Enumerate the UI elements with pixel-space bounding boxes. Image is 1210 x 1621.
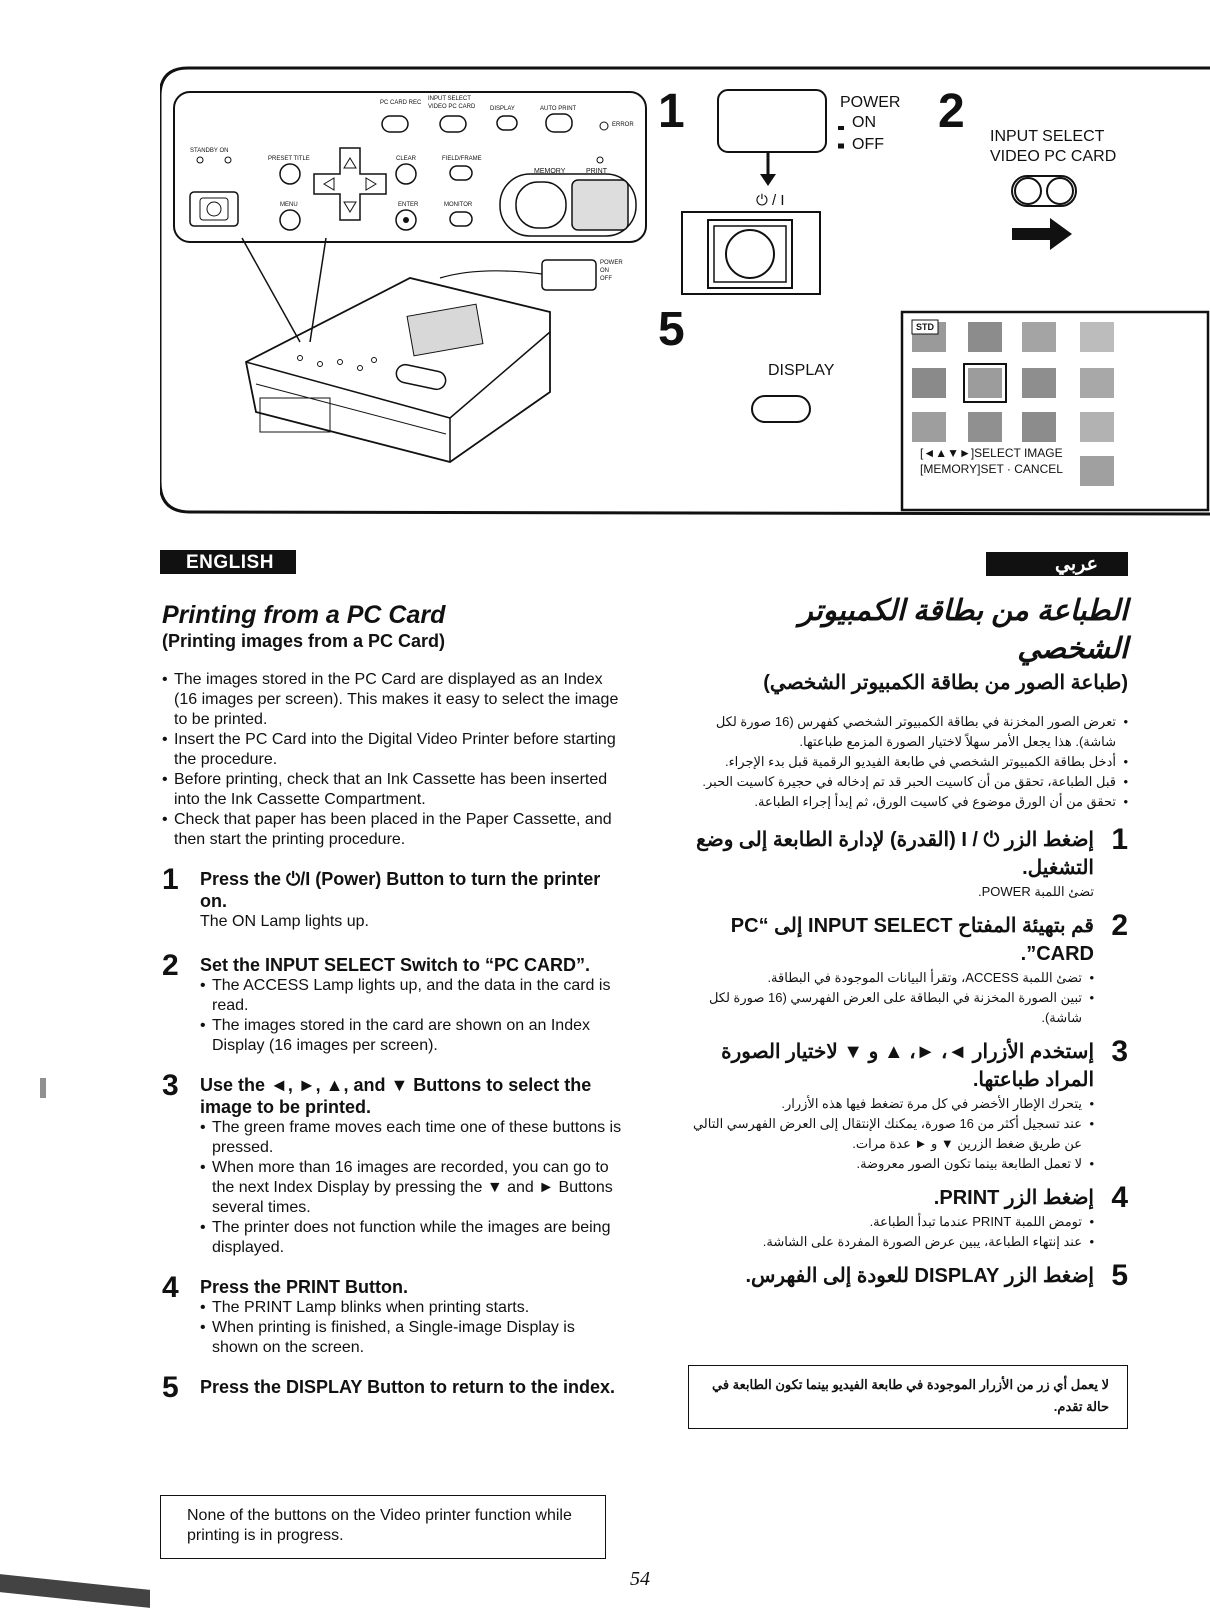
step-number: 2	[162, 949, 179, 982]
step-title: قم بتهيئة المفتاح INPUT SELECT إلى “PC CARD”.	[730, 915, 1094, 965]
on-small-label: ON	[600, 268, 609, 274]
step-title: إضغط الزر DISPLAY للعودة إلى الفهرس.	[745, 1265, 1094, 1287]
step-number: 1	[162, 863, 179, 896]
step-number: 3	[162, 1069, 179, 1102]
arabic-intro-bullet: • تحقق من أن الورق موضوع في كاسيت الورق، ثم إبدأ إجراء الطباعة.	[688, 792, 1128, 812]
step-number: 5	[1111, 1259, 1128, 1292]
english-step-2	[162, 949, 622, 1056]
step-title: Press the PRINT Button.	[200, 1277, 409, 1297]
page-number: 54	[630, 1568, 650, 1590]
step-number: 3	[1111, 1035, 1128, 1068]
step-title: Set the INPUT SELECT Switch to “PC CARD”.	[200, 955, 591, 975]
step-number: 1	[1111, 823, 1128, 856]
step-bullet: • The PRINT Lamp blinks when printing starts.	[200, 1298, 622, 1318]
english-section	[162, 600, 622, 1404]
arabic-intro-bullet: • قبل الطباعة، تحقق من أن كاسيت الحبر قد تم إدخاله في حجيرة كاسيت الحبر.	[688, 772, 1128, 792]
index-select-image-label: [◄▲▼►]SELECT IMAGE	[920, 446, 1063, 460]
arabic-step-2	[688, 909, 1128, 1028]
auto-print-label: AUTO PRINT	[540, 106, 577, 112]
arabic-intro-bullets	[688, 712, 1128, 812]
step-bullet: • تومض اللمبة PRINT عندما تبدأ الطباعة.	[688, 1212, 1094, 1232]
step-title: إستخدم الأزرار ◄، ►، ▲ و ▼ لاختيار الصورة المراد طباعتها.	[721, 1041, 1094, 1091]
step-title: إضغط الزر PRINT.	[933, 1187, 1094, 1209]
arabic-section	[688, 592, 1128, 1290]
arabic-step-1	[688, 823, 1128, 902]
english-step-3	[162, 1069, 622, 1258]
monitor-label: MONITOR	[444, 202, 473, 208]
menu-label: MENU	[280, 202, 298, 208]
english-subtitle: (Printing images from a PC Card)	[162, 631, 446, 651]
step-bullet: • لا تعمل الطابعة بينما تكون الصور معروضة.	[688, 1154, 1094, 1174]
scan-artifact	[40, 1078, 46, 1098]
step-title: Press the DISPLAY Button to return to the index.	[200, 1377, 616, 1397]
step-bullet: • The printer does not function while the images are being displayed.	[200, 1218, 622, 1258]
step-title: Use the ◄, ►, ▲, and ▼ Buttons to select the image to be printed.	[200, 1075, 592, 1117]
preset-title-label: PRESET TITLE	[268, 156, 310, 162]
clear-label: CLEAR	[396, 156, 417, 162]
enter-label: ENTER	[398, 202, 419, 208]
english-step-4	[162, 1271, 622, 1358]
figure-step-5-number: 5	[658, 303, 685, 356]
step-note: The ON Lamp lights up.	[200, 913, 369, 930]
power-on-label: ON	[852, 114, 876, 131]
video-pc-card-small-label: VIDEO PC CARD	[428, 104, 476, 110]
step-bullet: • عند إنتهاء الطباعة، يبين عرض الصورة المفردة على الشاشة.	[688, 1232, 1094, 1252]
arabic-note-box: لا يعمل أي زر من الأزرار الموجودة في طابعة الفيديو بينما تكون الطابعة في حالة تقدم.	[688, 1365, 1128, 1429]
english-intro-bullets	[162, 670, 622, 850]
step-number: 5	[162, 1371, 179, 1404]
print-small-label: PRINT	[586, 168, 607, 175]
step-number: 2	[1111, 909, 1128, 942]
english-step-1	[162, 863, 622, 932]
step-bullet: • When printing is finished, a Single-image Display is shown on the screen.	[200, 1318, 622, 1358]
power-symbol-label: ⏻ / I	[756, 192, 785, 209]
arabic-title: الطباعة من بطاقة الكمبيوتر الشخصي	[798, 595, 1128, 665]
step-bullet: • The green frame moves each time one of these buttons is pressed.	[200, 1118, 622, 1158]
field-frame-label: FIELD/FRAME	[442, 156, 482, 162]
display-small-label: DISPLAY	[490, 106, 515, 112]
english-note-box: None of the buttons on the Video printer function while printing is in progress.	[160, 1495, 606, 1559]
arabic-step-5	[688, 1259, 1128, 1292]
pc-card-rec-label: PC CARD REC	[380, 100, 422, 106]
power-label: POWER	[840, 94, 901, 111]
input-select-small-label: INPUT SELECT	[428, 96, 471, 102]
english-intro-bullet: • Before printing, check that an Ink Cassette has been inserted into the Ink Cassette Compartment.	[162, 770, 622, 810]
figure-step-1-number: 1	[658, 85, 685, 138]
step-number: 4	[1111, 1181, 1128, 1214]
figure-step-2-number: 2	[938, 85, 965, 138]
power-off-label: OFF	[852, 136, 884, 153]
arabic-step-3	[688, 1035, 1128, 1174]
step-title: إضغط الزر ⏻ / I (القدرة) لإدارة الطابعة إلى وضع التشغيل.	[696, 829, 1094, 879]
arabic-intro-bullet: • أدخل بطاقة الكمبيوتر الشخصي في طابعة الفيديو الرقمية قبل بدء الإجراء.	[688, 752, 1128, 772]
input-select-label: INPUT SELECT	[990, 128, 1105, 145]
english-title: Printing from a PC Card	[162, 601, 446, 629]
off-small-label: OFF	[600, 276, 612, 282]
english-step-5	[162, 1371, 622, 1404]
arabic-step-4	[688, 1181, 1128, 1252]
arabic-intro-bullet: • تعرض الصور المخزنة في بطاقة الكمبيوتر الشخصي كفهرس (16 صورة لكل شاشة). هذا يجعل الأمر سهلاً لاختيار الصورة المزمع طباعتها.	[688, 712, 1128, 752]
step-title: Press the ⏻/I (Power) Button to turn the printer on.	[200, 869, 601, 911]
step-bullet: • تضئ اللمبة ACCESS، وتقرأ البيانات الموجودة في البطاقة.	[688, 968, 1094, 988]
english-intro-bullet: • Check that paper has been placed in the Paper Cassette, and then start the printing procedure.	[162, 810, 622, 850]
step-bullet: • The ACCESS Lamp lights up, and the data in the card is read.	[200, 976, 622, 1016]
english-intro-bullet: • The images stored in the PC Card are displayed as an Index (16 images per screen). This makes it easy to select the image to be printed.	[162, 670, 622, 730]
english-intro-bullet: • Insert the PC Card into the Digital Video Printer before starting the procedure.	[162, 730, 622, 770]
illustration-panel	[160, 62, 1210, 532]
step-bullet: • تبين الصورة المخزنة في البطاقة على العرض الفهرسي (16 صورة لكل شاشة).	[688, 988, 1094, 1028]
step-number: 4	[162, 1271, 179, 1304]
error-label: ERROR	[612, 122, 634, 128]
video-pc-card-label: VIDEO PC CARD	[990, 148, 1117, 165]
index-memory-set-cancel-label: [MEMORY]SET · CANCEL	[920, 462, 1063, 476]
step-bullet: • عند تسجيل أكثر من 16 صورة، يمكنك الإنتقال إلى العرض الفهرسي التالي عن طريق ضغط الزرين ▼ و ► عدة مرات.	[688, 1114, 1094, 1154]
arabic-language-label: عربي	[986, 552, 1128, 576]
power-small-label: POWER	[600, 260, 623, 266]
display-label: DISPLAY	[768, 362, 835, 379]
standby-on-label: STANDBY ON	[190, 148, 229, 154]
step-bullet: • يتحرك الإطار الأخضر في كل مرة تضغط فيها هذه الأزرار.	[688, 1094, 1094, 1114]
step-bullet: • The images stored in the card are shown on an Index Display (16 images per screen).	[200, 1016, 622, 1056]
index-std-label: STD	[916, 322, 934, 332]
arabic-subtitle: (طباعة الصور من بطاقة الكمبيوتر الشخصي)	[763, 672, 1128, 694]
step-bullet: • When more than 16 images are recorded, you can go to the next Index Display by pressing the ▼ and ► Buttons several times.	[200, 1158, 622, 1218]
memory-label: MEMORY	[534, 168, 566, 175]
step-note: تضئ اللمبة POWER.	[978, 884, 1094, 899]
english-language-label: ENGLISH	[160, 550, 296, 574]
scan-artifact	[0, 1574, 150, 1608]
